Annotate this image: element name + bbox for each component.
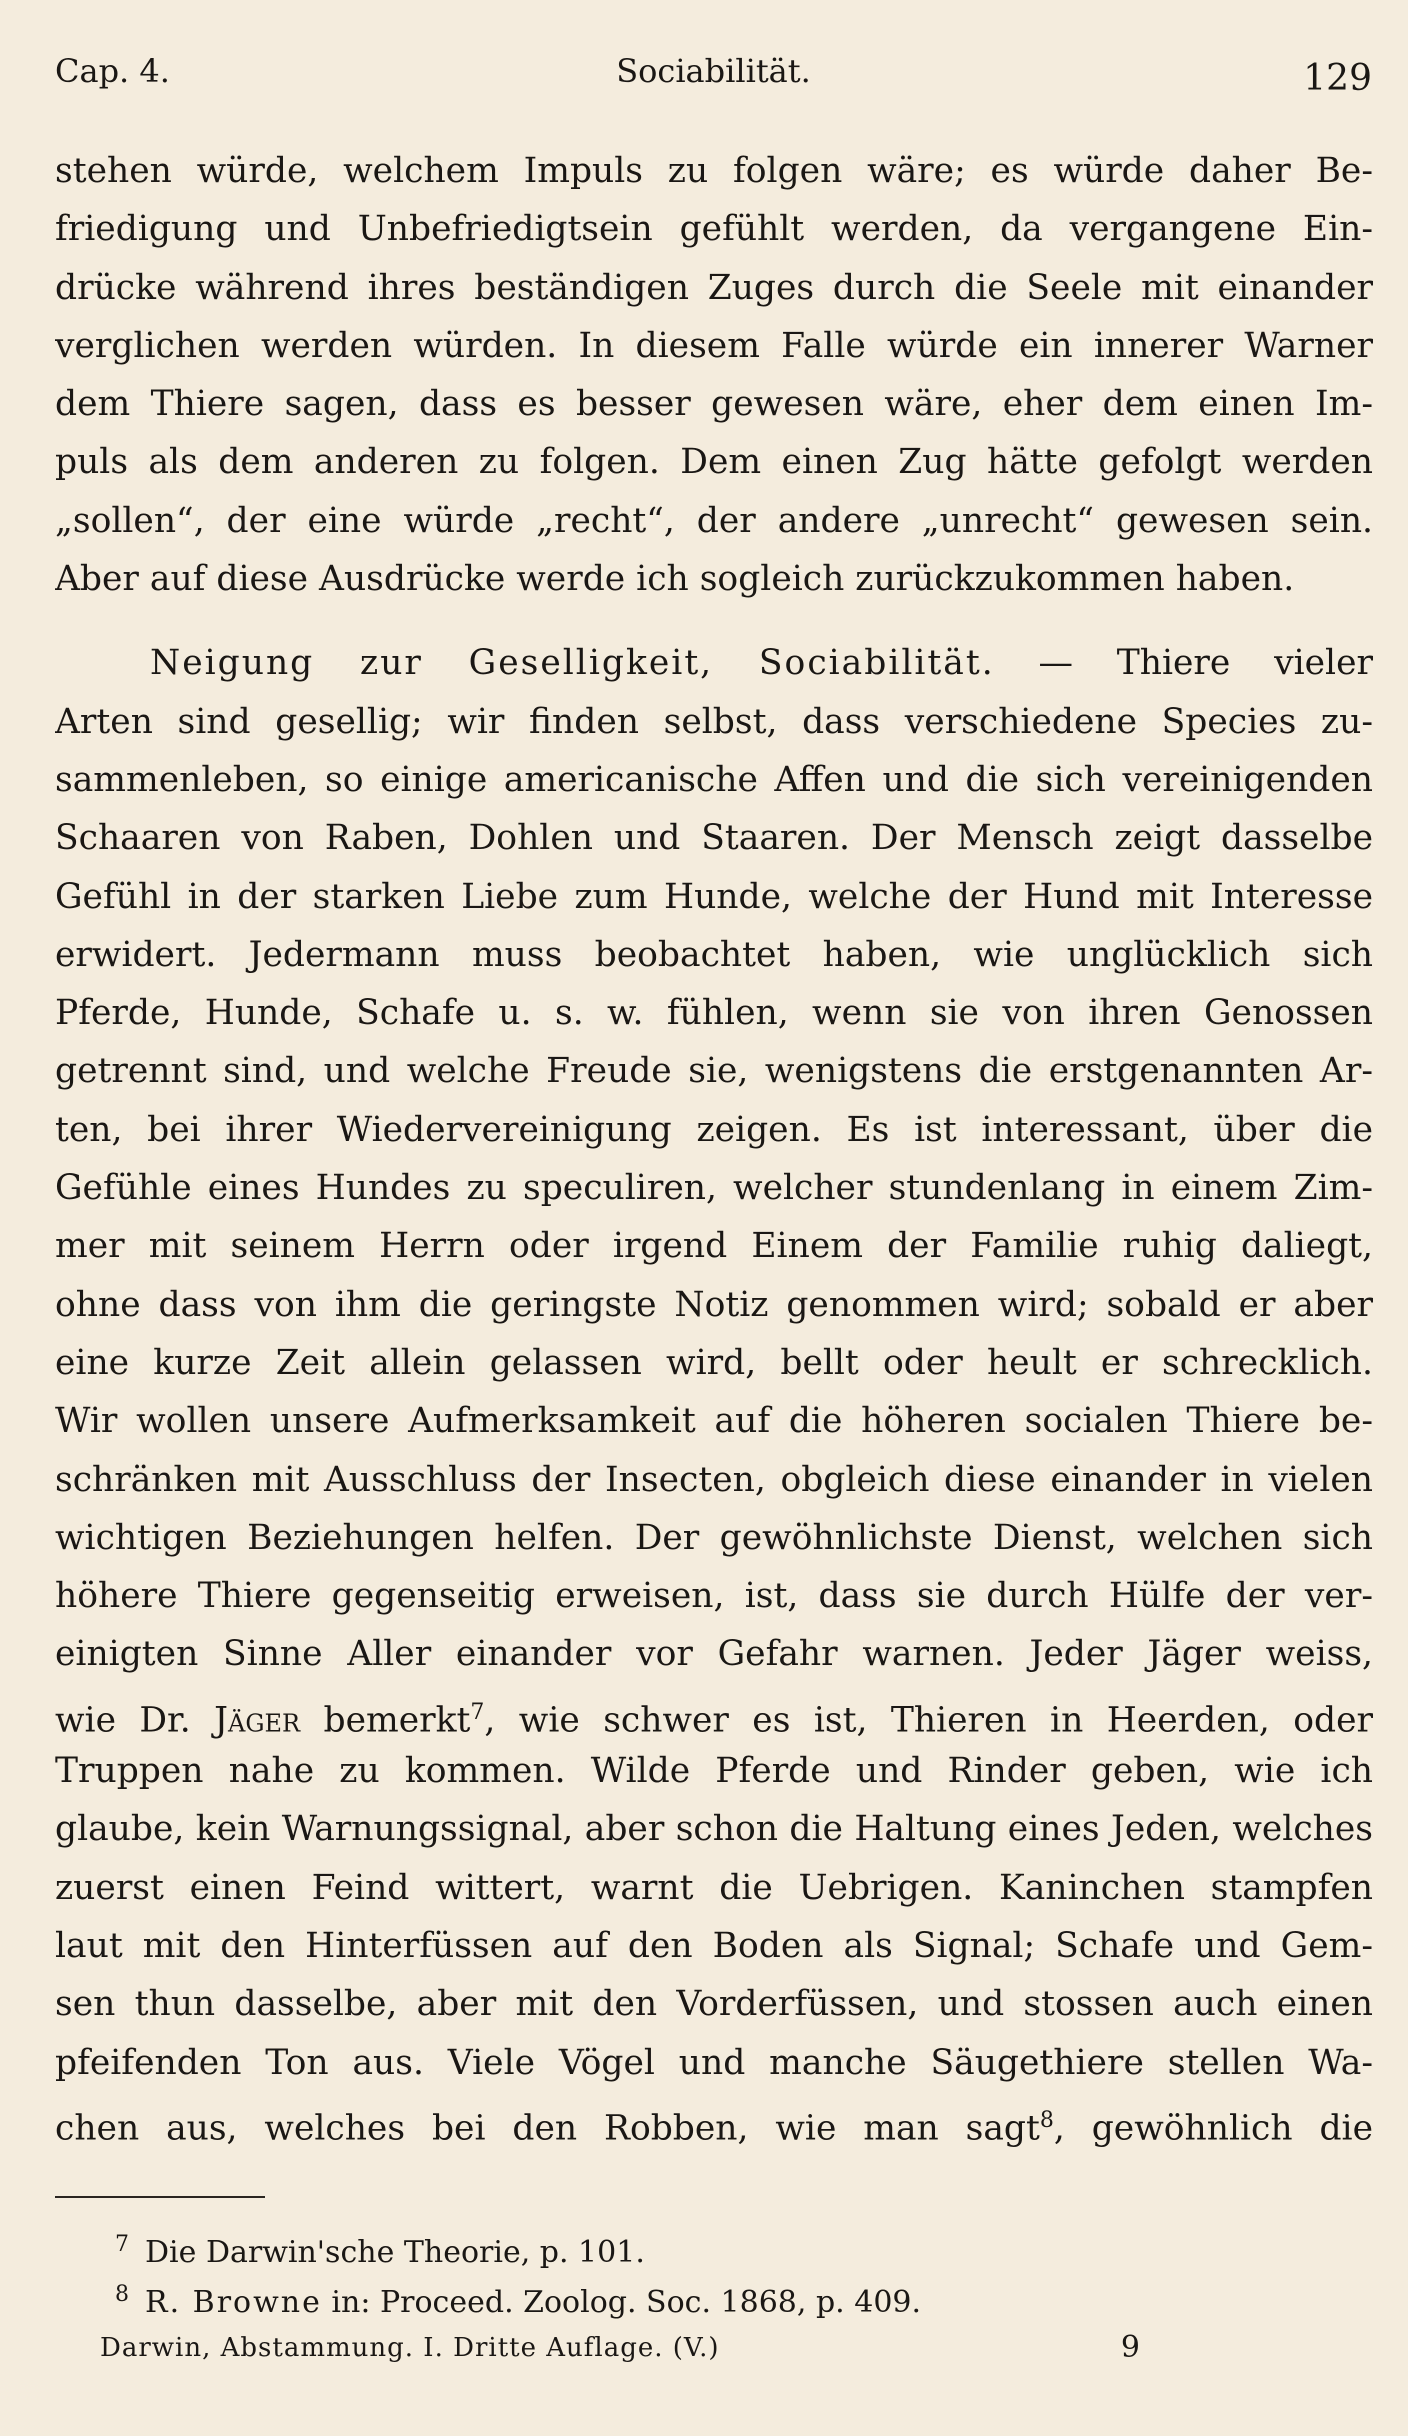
text-line: verglichen werden würden. In diesem Falle würde ein innerer Warner — [55, 325, 1373, 366]
text-line: wichtigen Beziehungen helfen. Der gewöhnlichste Dienst, welchen sich — [55, 1517, 1373, 1558]
paragraph-1 — [55, 142, 1373, 608]
footnote — [115, 2270, 1215, 2320]
footnote-author: R. Browne — [145, 2285, 322, 2320]
text-line: Gefühle eines Hundes zu speculiren, welcher stundenlang in einem Zim- — [55, 1168, 1373, 1209]
signature-text: Darwin, Abstammung. I. Dritte Auflage. (V.) — [100, 2333, 720, 2363]
text-line: glaube, kein Warnungssignal, aber schon die Haltung eines Jeden, welches — [55, 1809, 1373, 1850]
text-line: ten, bei ihrer Wiedervereinigung zeigen. Es ist interessant, über die — [55, 1109, 1373, 1150]
footnote-ref[interactable]: 7 — [470, 1699, 485, 1725]
author-name: Jäger — [214, 1700, 301, 1741]
footnote-mark: 7 — [115, 2232, 129, 2257]
page-number: 129 — [1303, 58, 1372, 99]
text-line: pfeifenden Ton aus. Viele Vögel und manche Säugethiere stellen Wa- — [55, 2042, 1373, 2083]
text-line: Gefühl in der starken Liebe zum Hunde, welche der Hund mit Interesse — [55, 876, 1373, 917]
heading-continuation: — Thiere vieler — [1038, 643, 1373, 684]
text-line: stehen würde, welchem Impuls zu folgen wäre; es würde daher Be- — [55, 151, 1373, 191]
text-line: „sollen“, der eine würde „recht“, der andere „unrecht“ gewesen sein. — [55, 500, 1373, 541]
text-line: eine kurze Zeit allein gelassen wird, bellt oder heult er schrecklich. — [55, 1342, 1373, 1383]
text-line: schränken mit Ausschluss der Insecten, obgleich diese einander in vielen — [55, 1459, 1373, 1500]
paragraph-2 — [55, 634, 1373, 2150]
footnotes — [115, 2220, 1215, 2320]
section-heading: Neigung zur Geselligkeit, Sociabilität. — [150, 643, 995, 684]
text-line: sammenleben, so einige americanische Affen und die sich vereinigenden — [55, 759, 1373, 800]
footnote-divider — [55, 2196, 265, 2198]
running-head — [55, 44, 1372, 104]
text-line: dem Thiere sagen, dass es besser gewesen wäre, eher dem einen Im- — [55, 384, 1373, 425]
text-line: friedigung und Unbefriedigtsein gefühlt werden, da vergangene Ein- — [55, 209, 1373, 250]
text-line: erwidert. Jedermann muss beobachtet haben, wie unglücklich sich — [55, 934, 1373, 975]
text-line: drücke während ihres beständigen Zuges durch die Seele mit einander — [55, 267, 1373, 308]
running-title: Sociabilität. — [616, 52, 811, 90]
footnote-mark: 8 — [115, 2282, 129, 2307]
body-text — [55, 142, 1373, 2150]
text-line: Aber auf diese Ausdrücke werde ich sogleich zurückzukommen haben. — [55, 559, 1295, 600]
footnote-ref[interactable]: 8 — [1039, 2107, 1054, 2133]
text-line: mer mit seinem Herrn oder irgend Einem der Familie ruhig daliegt, — [55, 1226, 1373, 1267]
text-line: Arten sind gesellig; wir finden selbst, dass verschiedene Species zu- — [55, 701, 1373, 742]
text-line: ohne dass von ihm die geringste Notiz genommen wird; sobald er aber — [55, 1284, 1373, 1325]
text-line: sen thun dasselbe, aber mit den Vorderfüssen, und stossen auch einen — [55, 1984, 1373, 2025]
footnote-text: in: Proceed. Zoolog. Soc. 1868, p. 409. — [321, 2285, 922, 2320]
footnote-text: Die Darwin'sche Theorie, p. 101. — [145, 2235, 645, 2270]
footnote — [115, 2220, 1215, 2270]
text-line: Schaaren von Raben, Dohlen und Staaren. Der Mensch zeigt dasselbe — [55, 818, 1373, 859]
text-line: laut mit den Hinterfüssen auf den Boden als Signal; Schafe und Gem- — [55, 1925, 1373, 1966]
text-line: wie Dr. Jäger bemerkt$^7$, wie schwer es ist, Thieren in Heerden, oder — [55, 1699, 1373, 1741]
printer-signature — [100, 2326, 1140, 2370]
text-line: einigten Sinne Aller einander vor Gefahr warnen. Jeder Jäger weiss, — [55, 1634, 1373, 1675]
text-line: Pferde, Hunde, Schafe u. s. w. fühlen, wenn sie von ihren Genossen — [55, 993, 1373, 1034]
text-line — [55, 634, 1373, 692]
signature-number: 9 — [1120, 2330, 1140, 2365]
text-line: puls als dem anderen zu folgen. Dem einen Zug hätte gefolgt werden — [55, 442, 1373, 483]
text-line: Truppen nahe zu kommen. Wilde Pferde und Rinder geben, wie ich — [55, 1751, 1373, 1792]
text-line: Wir wollen unsere Aufmerksamkeit auf die höheren socialen Thiere be- — [55, 1401, 1373, 1442]
text-line: zuerst einen Feind wittert, warnt die Uebrigen. Kaninchen stampfen — [55, 1867, 1373, 1908]
text-line: getrennt sind, und welche Freude sie, wenigstens die erstgenannten Ar- — [55, 1051, 1373, 1092]
text-line: höhere Thiere gegenseitig erweisen, ist, dass sie durch Hülfe der ver- — [55, 1576, 1373, 1617]
text-line: chen aus, welches bei den Robben, wie man sagt$^8$, gewöhnlich die — [55, 2107, 1373, 2149]
chapter-label: Cap. 4. — [55, 52, 170, 90]
